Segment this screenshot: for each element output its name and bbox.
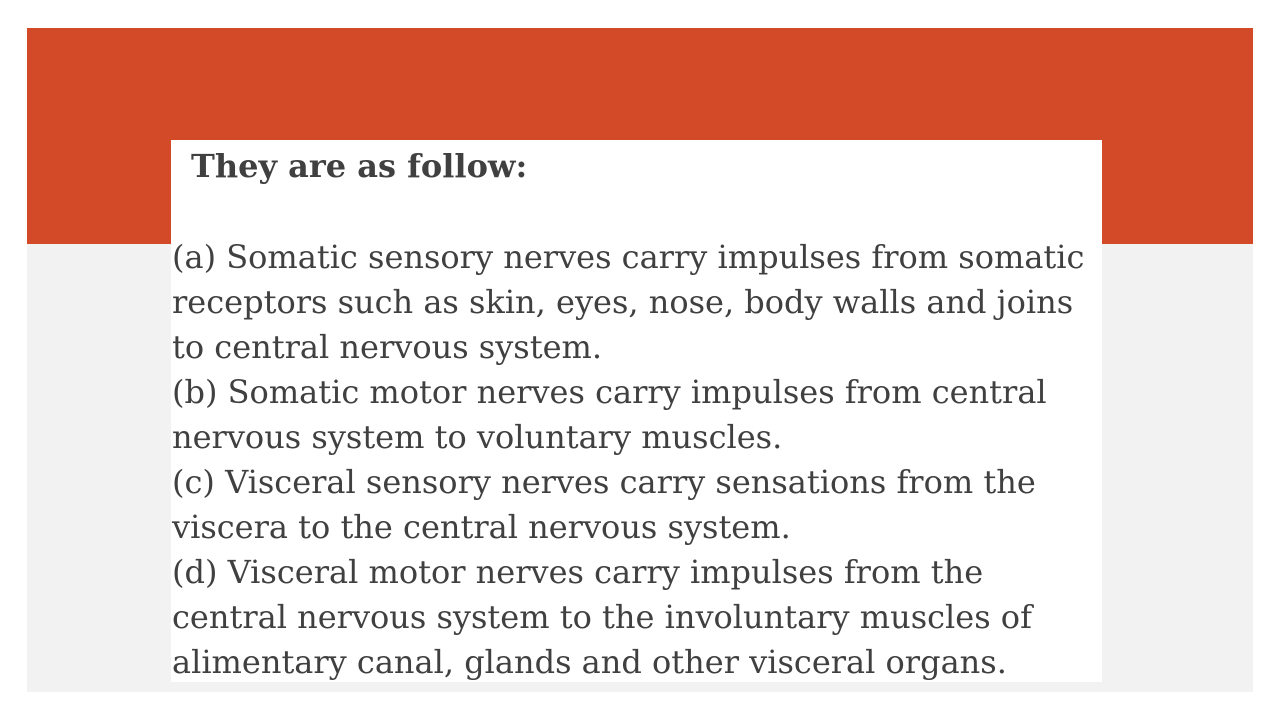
slide	[27, 28, 1253, 692]
list-item-b: (b) Somatic motor nerves carry impulses from central nervous system to voluntary muscles.	[172, 373, 1047, 456]
content-box	[171, 140, 1102, 682]
list-item-c: (c) Visceral sensory nerves carry sensations from the viscera to the central nervous system.	[172, 463, 1036, 546]
list-item-d: (d) Visceral motor nerves carry impulses from the central nervous system to the involuntary muscles of alimentary canal, glands and other visceral organs.	[172, 553, 1032, 681]
items-list	[172, 235, 1100, 685]
slide-heading: They are as follow:	[191, 147, 528, 185]
list-item-a: (a) Somatic sensory nerves carry impulses from somatic receptors such as skin, eyes, nose, body walls and joins to central nervous system.	[172, 238, 1085, 366]
